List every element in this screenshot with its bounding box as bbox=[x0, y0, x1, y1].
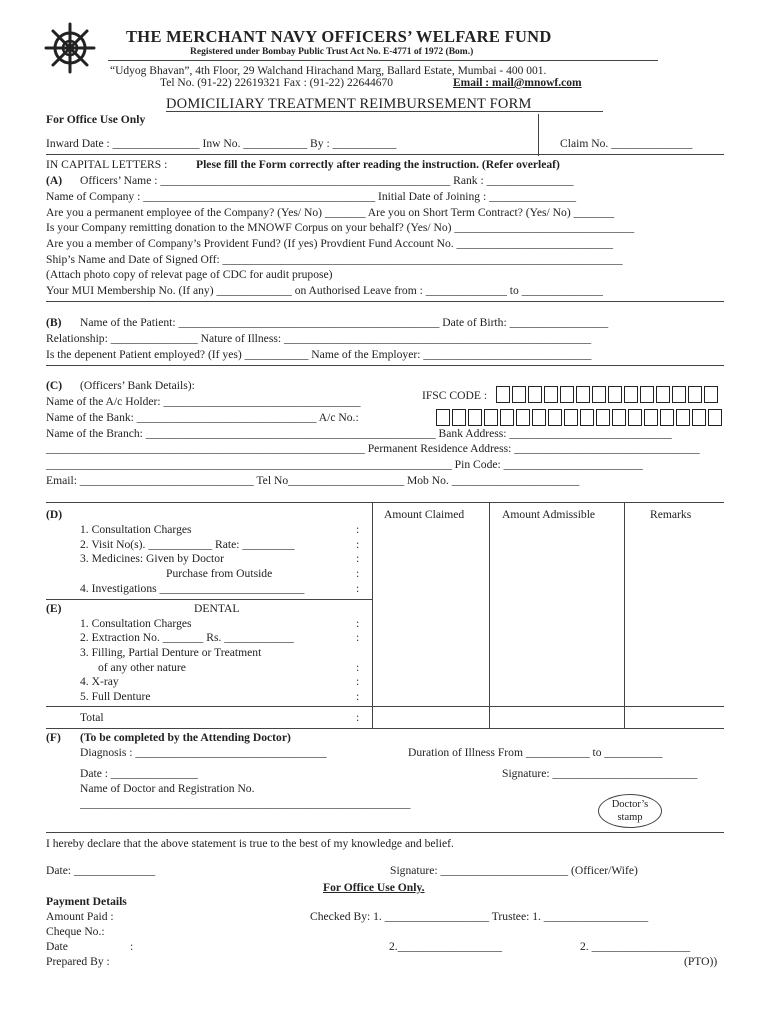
e-item-2[interactable]: 2. Extraction No. _______ Rs. ____________ bbox=[80, 631, 294, 644]
section-d-label: (D) bbox=[46, 508, 63, 521]
colon: : bbox=[356, 675, 360, 688]
instruction-prefix: IN CAPITAL LETTERS : bbox=[46, 158, 168, 171]
contact-field[interactable]: Email: ______________________________ Tel No____________________ Mob No. ______________________ bbox=[46, 474, 580, 487]
doctor-stamp bbox=[598, 794, 662, 828]
colon: : bbox=[356, 661, 360, 674]
colon: : bbox=[356, 567, 360, 580]
contact-email: Email : mail@mnowf.com bbox=[453, 77, 582, 89]
d-item-1: 1. Consultation Charges bbox=[80, 523, 192, 536]
divider-a bbox=[46, 301, 724, 302]
d-item-4[interactable]: 4. Investigations _________________________ bbox=[80, 582, 305, 595]
col-remarks: Remarks bbox=[650, 508, 692, 521]
e-item-1: 1. Consultation Charges bbox=[80, 617, 192, 630]
registration-text: Registered under Bombay Public Trust Act No. E-4771 of 1972 (Bom.) bbox=[190, 47, 474, 57]
doctor-heading: (To be completed by the Attending Doctor) bbox=[80, 731, 291, 744]
account-number-boxes[interactable] bbox=[436, 409, 722, 426]
section-b-label: (B) bbox=[46, 316, 62, 329]
section-e-label: (E) bbox=[46, 602, 62, 615]
company-name-field[interactable]: Name of Company : ________________________________________ Initial Date of Joining : _______________ bbox=[46, 190, 577, 203]
address-text: “Udyog Bhavan”, 4th Floor, 29 Walchand Hirachand Marg, Ballard Estate, Mumbai - 400 001. bbox=[110, 65, 547, 77]
claim-no-field[interactable]: Claim No. ______________ bbox=[560, 137, 693, 150]
form-title-underline bbox=[166, 111, 603, 112]
divider-c bbox=[46, 502, 724, 503]
total-label: Total bbox=[80, 711, 104, 724]
bank-name-field[interactable]: Name of the Bank: _______________________________ A/c No.: bbox=[46, 411, 359, 424]
colon: : bbox=[356, 582, 360, 595]
patient-name-field[interactable]: Name of the Patient: _____________________________________________ Date of Birth: _________________ bbox=[80, 316, 609, 329]
colon: : bbox=[356, 711, 360, 724]
declaration-date-field[interactable]: Date: ______________ bbox=[46, 864, 156, 877]
relationship-field[interactable]: Relationship: _______________ Nature of Illness: _____________________________________________________ bbox=[46, 332, 592, 345]
colon: : bbox=[356, 523, 360, 536]
provident-fund-field[interactable]: Are you a member of Company’s Provident Fund? (If yes) Provdient Fund Account No. ___________________________ bbox=[46, 237, 614, 250]
table-col-line-1 bbox=[372, 502, 373, 728]
doctor-date-field[interactable]: Date : _______________ bbox=[80, 767, 198, 780]
doctor-name-label: Name of Doctor and Registration No. bbox=[80, 782, 255, 795]
corpus-donation-field[interactable]: Is your Company remitting donation to the MNOWF Corpus on your behalf? (Yes/ No) _______________________________ bbox=[46, 221, 635, 234]
office-date-colon: : bbox=[130, 940, 134, 953]
colon: : bbox=[356, 538, 360, 551]
duration-field[interactable]: Duration of Illness From ___________ to __________ bbox=[408, 746, 663, 759]
divider-top bbox=[46, 154, 724, 155]
office-divider bbox=[538, 114, 539, 156]
doctor-name-line[interactable]: _________________________________________________________ bbox=[80, 797, 411, 810]
stamp-line-1: Doctor’s bbox=[611, 799, 649, 810]
section-c-label: (C) bbox=[46, 379, 63, 392]
d-item-3b: Purchase from Outside bbox=[166, 567, 273, 580]
section-f-label: (F) bbox=[46, 731, 61, 744]
table-col-line-3 bbox=[624, 502, 625, 728]
inward-fields[interactable]: Inward Date : _______________ Inw No. ___________ By : ___________ bbox=[46, 137, 397, 150]
e-item-3: 3. Filling, Partial Denture or Treatment bbox=[80, 646, 262, 659]
residence-address-field[interactable]: _______________________________________________________ Permanent Residence Address: ________________________________ bbox=[46, 442, 700, 455]
checked-by-field[interactable]: Checked By: 1. __________________ Trustee: 1. __________________ bbox=[310, 910, 649, 923]
officer-name-field[interactable]: Officers’ Name : __________________________________________________ Rank : _______________ bbox=[80, 174, 574, 187]
employment-status-field[interactable]: Are you a permanent employee of the Company? (Yes/ No) _______ Are you on Short Term Contract? (Yes/ No) _______ bbox=[46, 206, 615, 219]
header-divider bbox=[108, 60, 658, 61]
cheque-no-label: Cheque No.: bbox=[46, 925, 105, 938]
office-date-label: Date bbox=[46, 940, 68, 953]
pto-text: (PTO)) bbox=[684, 955, 718, 968]
ifsc-label: IFSC CODE : bbox=[422, 389, 488, 402]
office-use-heading: For Office Use Only bbox=[46, 113, 146, 126]
instruction-text: Plese fill the Form correctly after reading the instruction. (Refer overleaf) bbox=[196, 158, 560, 171]
bank-details-heading: (Officers’ Bank Details): bbox=[80, 379, 195, 392]
colon: : bbox=[356, 690, 360, 703]
e-item-5: 5. Full Denture bbox=[80, 690, 151, 703]
doctor-signature-field[interactable]: Signature: _________________________ bbox=[502, 767, 698, 780]
divider-table-end bbox=[46, 728, 724, 729]
office-use-bottom-heading: For Office Use Only. bbox=[323, 881, 425, 894]
diagnosis-field[interactable]: Diagnosis : _________________________________ bbox=[80, 746, 327, 759]
mui-membership-field[interactable]: Your MUI Membership No. (If any) _____________ on Authorised Leave from : ______________ to ______________ bbox=[46, 284, 603, 297]
stamp-line-2: stamp bbox=[617, 812, 643, 823]
e-item-4: 4. X-ray bbox=[80, 675, 119, 688]
form-title: DOMICILIARY TREATMENT REIMBURSEMENT FORM bbox=[166, 96, 532, 112]
ifsc-code-boxes[interactable] bbox=[496, 386, 718, 403]
divider-d-e bbox=[46, 599, 372, 600]
divider-f bbox=[46, 832, 724, 833]
trustee-2-field[interactable]: 2. _________________ bbox=[580, 940, 691, 953]
colon: : bbox=[356, 631, 360, 644]
e-item-3b: of any other nature bbox=[98, 661, 186, 674]
contact-phone: Tel No. (91-22) 22619321 Fax : (91-22) 22644670 bbox=[160, 77, 393, 89]
colon: : bbox=[356, 552, 360, 565]
divider-total bbox=[46, 706, 724, 707]
col-amount-claimed: Amount Claimed bbox=[384, 508, 465, 521]
amount-paid-label: Amount Paid : bbox=[46, 910, 114, 923]
payment-details-heading: Payment Details bbox=[46, 895, 127, 908]
patient-employed-field[interactable]: Is the depenent Patient employed? (If yes) ___________ Name of the Employer: _____________________________ bbox=[46, 348, 592, 361]
cdc-note: (Attach photo copy of relevat page of CDC for audit prupose) bbox=[46, 268, 333, 281]
pin-code-field[interactable]: ______________________________________________________________________ Pin Code: ________________________ bbox=[46, 458, 643, 471]
divider-b bbox=[46, 365, 724, 366]
d-item-2[interactable]: 2. Visit No(s). ___________ Rate: _________ bbox=[80, 538, 295, 551]
section-a-label: (A) bbox=[46, 174, 63, 187]
ship-wheel-logo-icon bbox=[44, 22, 96, 74]
account-holder-field[interactable]: Name of the A/c Holder: __________________________________ bbox=[46, 395, 361, 408]
branch-field[interactable]: Name of the Branch: __________________________________________________ Bank Address: ____________________________ bbox=[46, 427, 672, 440]
ship-name-field[interactable]: Ship’s Name and Date of Signed Off: _____________________________________________________________________ bbox=[46, 253, 623, 266]
officer-signature-field[interactable]: Signature: ______________________ (Officer/Wife) bbox=[390, 864, 638, 877]
col-amount-admissible: Amount Admissible bbox=[502, 508, 596, 521]
declaration-text: I hereby declare that the above statement is true to the best of my knowledge and belief. bbox=[46, 837, 454, 850]
prepared-by-label: Prepared By : bbox=[46, 955, 110, 968]
checked-by-2-field[interactable]: 2.__________________ bbox=[389, 940, 503, 953]
dental-heading: DENTAL bbox=[194, 602, 240, 615]
d-item-3: 3. Medicines: Given by Doctor bbox=[80, 552, 224, 565]
org-title: THE MERCHANT NAVY OFFICERS’ WELFARE FUND bbox=[126, 27, 552, 46]
colon: : bbox=[356, 617, 360, 630]
table-col-line-2 bbox=[489, 502, 490, 728]
